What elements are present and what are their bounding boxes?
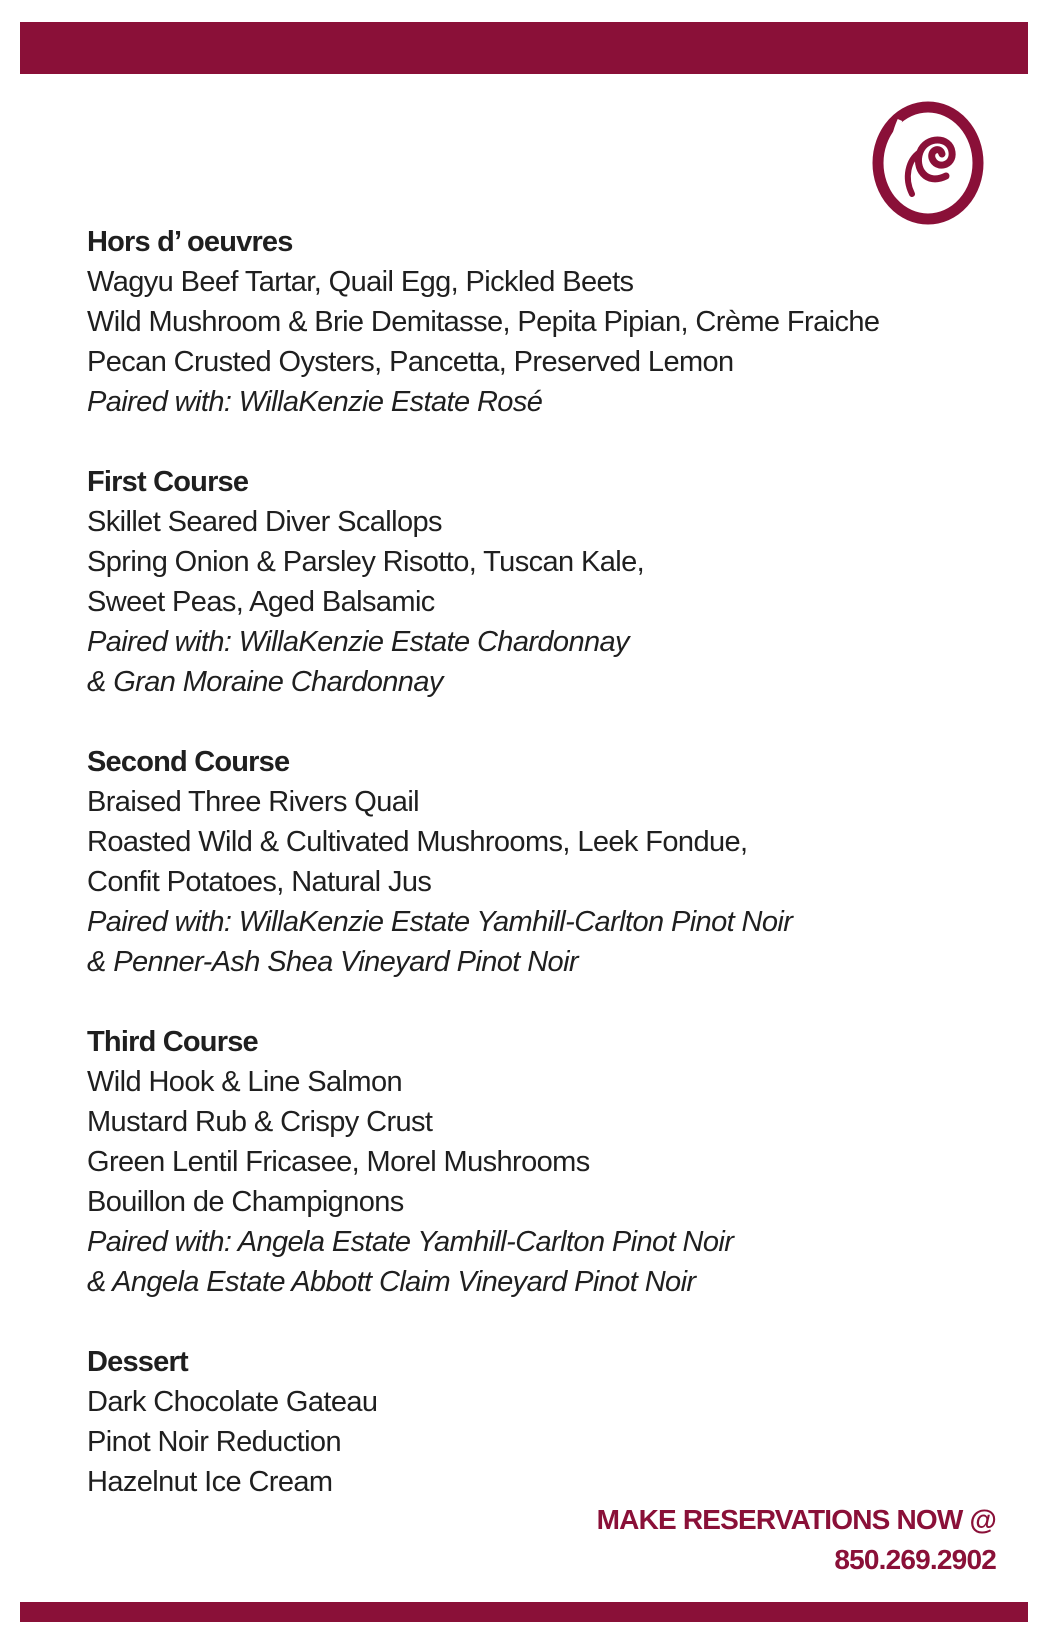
reservations-phone[interactable]: 850.269.2902 [834,1544,996,1575]
menu-section [87,222,907,422]
menu-item: Sweet Peas, Aged Balsamic [87,586,435,618]
top-banner-bar [20,22,1028,74]
wine-pairing: & Gran Moraine Chardonnay [87,666,443,698]
menu-item: Wild Mushroom & Brie Demitasse, Pepita Pipian, Crème Fraiche [87,306,880,338]
section-title: Second Course [87,746,290,778]
menu-item: Pecan Crusted Oysters, Pancetta, Preserved Lemon [87,346,734,378]
wine-pairing: Paired with: WillaKenzie Estate Yamhill-Carlton Pinot Noir [87,906,793,938]
reservations-block [597,1500,996,1580]
menu-item: Confit Potatoes, Natural Jus [87,866,432,898]
menu-item: Wild Hook & Line Salmon [87,1066,403,1098]
menu-item: Pinot Noir Reduction [87,1426,341,1458]
wine-pairing: Paired with: Angela Estate Yamhill-Carlton Pinot Noir [87,1226,734,1258]
menu-item: Hazelnut Ice Cream [87,1466,333,1498]
wine-pairing: Paired with: WillaKenzie Estate Chardonnay [87,626,629,658]
section-title: Dessert [87,1346,188,1378]
wine-pairing: & Penner-Ash Shea Vineyard Pinot Noir [87,946,578,978]
menu-section [87,742,907,982]
menu-item: Mustard Rub & Crispy Crust [87,1106,433,1138]
section-title: Hors d’ oeuvres [87,226,293,258]
tasting-menu [87,222,907,1542]
bottom-banner-bar [20,1602,1028,1622]
menu-item: Roasted Wild & Cultivated Mushrooms, Leek Fondue, [87,826,748,858]
section-title: First Course [87,466,249,498]
menu-item: Spring Onion & Parsley Risotto, Tuscan Kale, [87,546,645,578]
menu-item: Skillet Seared Diver Scallops [87,506,442,538]
menu-item: Dark Chocolate Gateau [87,1386,378,1418]
menu-item: Green Lentil Fricasee, Morel Mushrooms [87,1146,590,1178]
menu-section [87,462,907,702]
wine-pairing: & Angela Estate Abbott Claim Vineyard Pinot Noir [87,1266,696,1298]
menu-item: Braised Three Rivers Quail [87,786,420,818]
swirl-o-logo-icon [868,100,998,230]
menu-section [87,1342,907,1502]
menu-item: Wagyu Beef Tartar, Quail Egg, Pickled Beets [87,266,634,298]
section-title: Third Course [87,1026,258,1058]
reservations-cta: MAKE RESERVATIONS NOW @ [596,1504,996,1535]
menu-item: Bouillon de Champignons [87,1186,404,1218]
menu-section [87,1022,907,1302]
wine-pairing: Paired with: WillaKenzie Estate Rosé [87,386,543,418]
